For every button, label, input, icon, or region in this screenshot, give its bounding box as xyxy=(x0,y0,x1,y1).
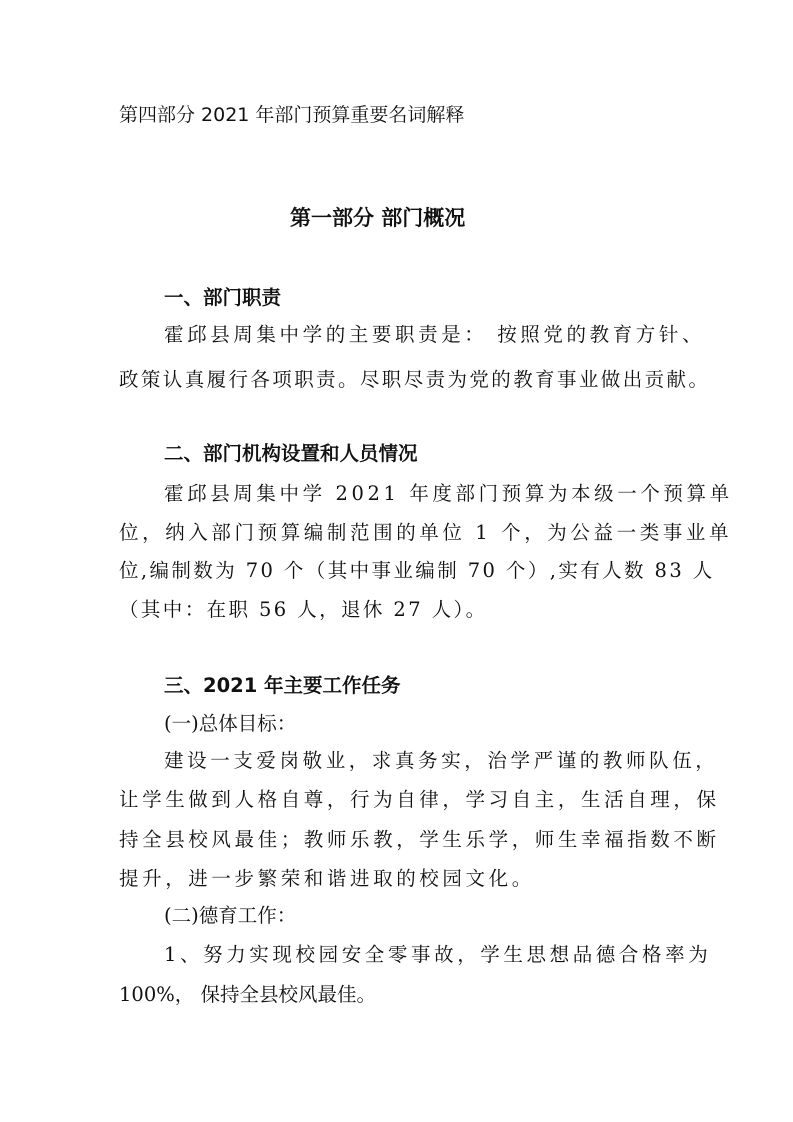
paragraph-line: 位,编制数为 70 个（其中事业编制 70 个）,实有人数 83 人 xyxy=(119,559,715,582)
paragraph-line: 霍邱县周集中学的主要职责是： 按照党的教育方针、 xyxy=(164,323,706,346)
paragraph-line: 位，纳入部门预算编制范围的单位 1 个，为公益一类事业单 xyxy=(119,521,733,544)
paragraph-line: 持全县校风最佳；教师乐教，学生乐学，师生幸福指数不断 xyxy=(119,828,720,851)
header-line: 第四部分 2021 年部门预算重要名词解释 xyxy=(119,104,465,126)
paragraph-line: 1、努力实现校园安全零事故，学生思想品德合格率为 xyxy=(164,943,712,966)
paragraph-line: 提升，进一步繁荣和谐进取的校园文化。 xyxy=(119,867,535,890)
section-heading-2: 二、部门机构设置和人员情况 xyxy=(164,442,418,465)
paragraph-line: 政策认真履行各项职责。尽职尽责为党的教育事业做出贡献。 xyxy=(119,368,711,391)
subheading-moral-education: (二)德育工作： xyxy=(164,904,297,927)
section-heading-1: 一、部门职责 xyxy=(164,286,282,309)
paragraph-line: 100%， 保持全县校风最佳。 xyxy=(119,983,376,1006)
paragraph-line: 建设一支爱岗敬业，求真务实，治学严谨的教师队伍， xyxy=(164,749,719,772)
section-heading-3: 三、2021 年主要工作任务 xyxy=(164,674,401,697)
paragraph-line: 霍邱县周集中学 2021 年度部门预算为本级一个预算单 xyxy=(164,482,733,505)
part-title: 第一部分 部门概况 xyxy=(290,206,466,230)
paragraph-line: （其中：在职 56 人，退休 27 人）。 xyxy=(119,598,488,621)
subheading-overall-goal: (一)总体目标： xyxy=(164,712,297,735)
paragraph-line: 让学生做到人格自尊，行为自律，学习自主，生活自理，保 xyxy=(119,788,720,811)
